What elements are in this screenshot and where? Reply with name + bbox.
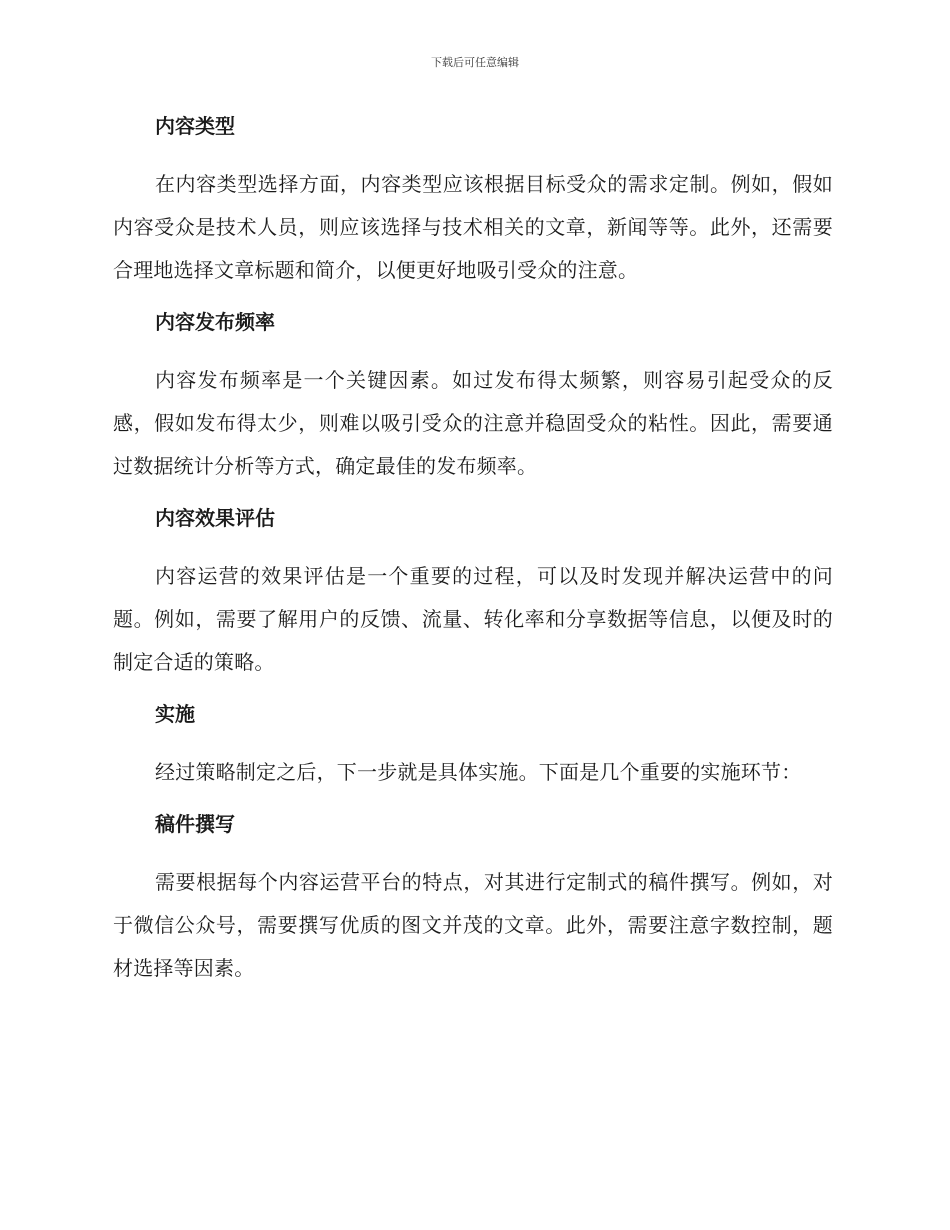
section-paragraph: 内容运营的效果评估是一个重要的过程，可以及时发现并解决运营中的问题。例如，需要了解用户的反馈、流量、转化率和分享数据等信息，以便及时的制定合适的策略。 <box>113 564 833 674</box>
section-paragraph: 在内容类型选择方面，内容类型应该根据目标受众的需求定制。例如，假如内容受众是技术人员，则应该选择与技术相关的文章，新闻等等。此外，还需要合理地选择文章标题和简介，以便更好地吸引受众的注意。 <box>113 172 833 282</box>
document-body <box>113 110 833 1004</box>
section-implementation <box>113 698 833 794</box>
section-heading: 内容发布频率 <box>155 310 275 334</box>
section-paragraph: 需要根据每个内容运营平台的特点，对其进行定制式的稿件撰写。例如，对于微信公众号，需要撰写优质的图文并茂的文章。此外，需要注意字数控制，题材选择等因素。 <box>113 870 833 980</box>
section-heading: 稿件撰写 <box>155 812 235 836</box>
section-heading: 实施 <box>155 702 195 726</box>
section-paragraph: 经过策略制定之后，下一步就是具体实施。下面是几个重要的实施环节： <box>155 760 802 784</box>
section-heading: 内容类型 <box>155 114 235 138</box>
section-publish-frequency <box>113 306 833 488</box>
section-heading: 内容效果评估 <box>155 506 275 530</box>
section-paragraph: 内容发布频率是一个关键因素。如过发布得太频繁，则容易引起受众的反感，假如发布得太少，则难以吸引受众的注意并稳固受众的粘性。因此，需要通过数据统计分析等方式，确定最佳的发布频率。 <box>113 368 833 478</box>
section-effect-evaluation <box>113 502 833 684</box>
section-manuscript-writing <box>113 808 833 990</box>
page-header: 下载后可任意编辑 <box>431 56 519 69</box>
section-content-type <box>113 110 833 292</box>
